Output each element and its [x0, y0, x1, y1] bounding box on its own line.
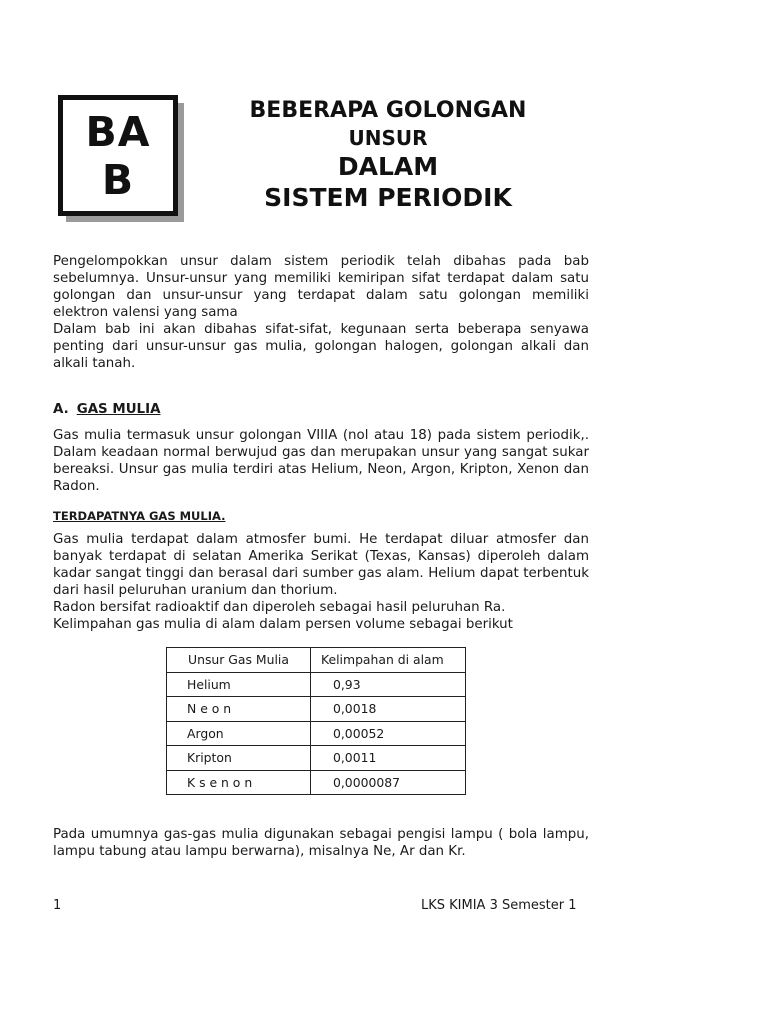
table-cell-element: N e o n [167, 697, 311, 722]
document-label: LKS KIMIA 3 Semester 1 [421, 898, 577, 913]
abundance-table [166, 647, 466, 795]
terdapatnya-paragraph-3: Kelimpahan gas mulia di alam dalam persen volume sebagai berikut [53, 617, 513, 632]
intro-section [53, 253, 589, 372]
table-cell-element: Kripton [167, 746, 311, 771]
chapter-title-line3: DALAM [337, 152, 439, 181]
page-number: 1 [53, 898, 62, 913]
table-row [167, 770, 466, 795]
table-cell-abundance: 0,0011 [310, 746, 465, 771]
section-a-letter: A. [53, 402, 69, 417]
terdapatnya-paragraph-1 [53, 531, 589, 599]
table-header-element: Unsur Gas Mulia [167, 648, 311, 673]
usage-paragraph: Pada umumnya gas-gas mulia digunakan sebagai pengisi lampu ( bola lampu, lampu tabung atau lampu berwarna), misalnya Ne, Ar dan Kr. [53, 827, 589, 859]
table-cell-element: Argon [167, 721, 311, 746]
table-cell-abundance: 0,93 [310, 672, 465, 697]
table-cell-element: Helium [167, 672, 311, 697]
table-cell-abundance: 0,00052 [310, 721, 465, 746]
terdapatnya-body [53, 531, 589, 633]
table-cell-abundance: 0,0000087 [310, 770, 465, 795]
section-a-paragraph [53, 427, 589, 495]
table-cell-abundance: 0,0018 [310, 697, 465, 722]
terdapatnya-paragraph-2: Radon bersifat radioaktif dan diperoleh sebagai hasil peluruhan Ra. [53, 600, 506, 615]
intro-paragraph-1-text: Pengelompokkan unsur dalam sistem periodik telah dibahas pada bab sebelumnya. Unsur-unsur yang memiliki kemiripan sifat terdapat dalam satu golongan dan unsur-unsur yang terdapat dalam satu golongan memiliki elektron valensi yang sama [53, 254, 589, 320]
table-row [167, 672, 466, 697]
chapter-box-line1: BA [85, 107, 151, 156]
terdapatnya-heading: TERDAPATNYA GAS MULIA. [53, 509, 226, 523]
chapter-title-line2: UNSUR [348, 126, 428, 150]
section-a-paragraph-text: Gas mulia termasuk unsur golongan VIIIA (nol atau 18) pada sistem periodik,. Dalam keadaan normal berwujud gas dan merupakan unsur yang sangat sukar bereaksi. Unsur gas mulia terdiri atas Helium, Neon, Argon, Kripton, Xenon dan Radon. [53, 428, 589, 494]
section-a-body [53, 427, 589, 495]
chapter-box-line2: B [101, 155, 135, 204]
usage-section [53, 826, 589, 860]
chapter-title [210, 97, 566, 214]
chapter-title-line4: SISTEM PERIODIK [264, 183, 512, 212]
table-row [167, 697, 466, 722]
table-cell-element: K s e n o n [167, 770, 311, 795]
table-header-row [167, 648, 466, 673]
intro-paragraph-1 [53, 253, 589, 321]
table-row [167, 746, 466, 771]
table-header-abundance: Kelimpahan di alam [310, 648, 465, 673]
terdapatnya-paragraph-1-text: Gas mulia terdapat dalam atmosfer bumi. He terdapat diluar atmosfer dan banyak terdapat di selatan Amerika Serikat (Texas, Kansas) diperoleh dalam kadar sangat tinggi dan berasal dari sumber gas alam. Helium dapat terbentuk dari hasil peluruhan uranium dan thorium. [53, 532, 589, 598]
section-a-title: GAS MULIA [76, 402, 161, 417]
table-row [167, 721, 466, 746]
intro-paragraph-2 [53, 321, 589, 372]
section-a-heading [53, 402, 160, 417]
intro-paragraph-2-text: Dalam bab ini akan dibahas sifat-sifat, kegunaan serta beberapa senyawa penting dari unsur-unsur gas mulia, golongan halogen, golongan alkali dan alkali tanah. [53, 322, 589, 371]
chapter-title-line1: BEBERAPA GOLONGAN [249, 98, 527, 123]
chapter-box [58, 95, 178, 216]
